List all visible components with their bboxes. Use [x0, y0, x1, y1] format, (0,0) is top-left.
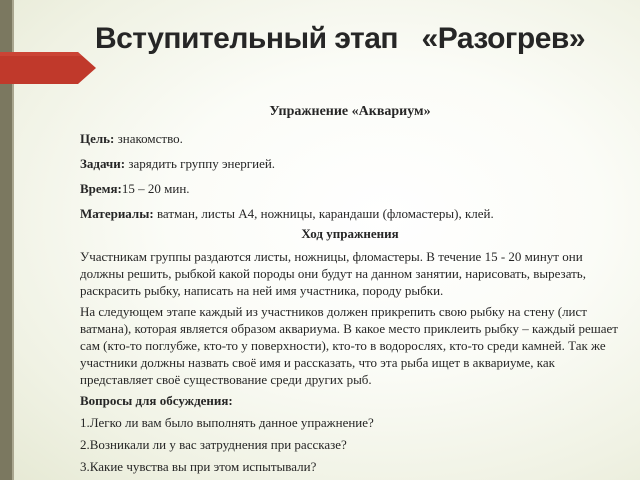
field-materials: [80, 205, 620, 222]
question-2: 2.Возникали ли у вас затруднения при рассказе?: [80, 437, 347, 452]
question-1: 1.Легко ли вам было выполнять данное упражнение?: [80, 415, 374, 430]
questions-heading: [80, 392, 620, 409]
field-time: [80, 180, 620, 197]
field-label: Задачи:: [80, 156, 126, 171]
field-value: ватман, листы А4, ножницы, карандаши (фломастеры), клей.: [153, 206, 494, 221]
paragraph-2: На следующем этапе каждый из участников должен прикрепить свою рыбку на стену (лист ватмана), которая является образом аквариума. В какое место приклеить рыбку – каждый решает сам (кто-то поглубже, кто-то у поверхности), кто-то в водорослях, кто-то среди камней. Так же участники должны назвать своё имя и рассказать, что эта рыба ищет в аквариуме, как представляет своё существование среди других рыб.: [80, 304, 618, 387]
slide-title: Вступительный этап «Разогрев»: [94, 22, 586, 55]
questions-heading-text: Вопросы для обсуждения:: [80, 393, 233, 408]
field-value: 15 – 20 мин.: [121, 181, 190, 196]
field-value: зарядить группу энергией.: [125, 156, 276, 171]
field-label: Цель:: [80, 131, 115, 146]
question-3: 3.Какие чувства вы при этом испытывали?: [80, 459, 317, 474]
field-label: Материалы:: [80, 206, 154, 221]
field-goal: [80, 130, 620, 147]
progress-heading: Ход упражнения: [301, 226, 399, 241]
paragraph-1: Участникам группы раздаются листы, ножницы, фломастеры. В течение 15 - 20 минут они должны решить, рыбкой какой породы они будут на данном занятии, нарисовать, вырезать, раскрасить рыбку, написать на ней имя участника, породу рыбки.: [80, 249, 586, 298]
slide-content: [80, 103, 620, 480]
field-label: Время:: [80, 181, 122, 196]
field-tasks: [80, 155, 620, 172]
field-value: знакомство.: [114, 131, 183, 146]
red-arrow-icon: [0, 52, 100, 84]
exercise-subtitle: Упражнение «Аквариум»: [269, 104, 431, 119]
